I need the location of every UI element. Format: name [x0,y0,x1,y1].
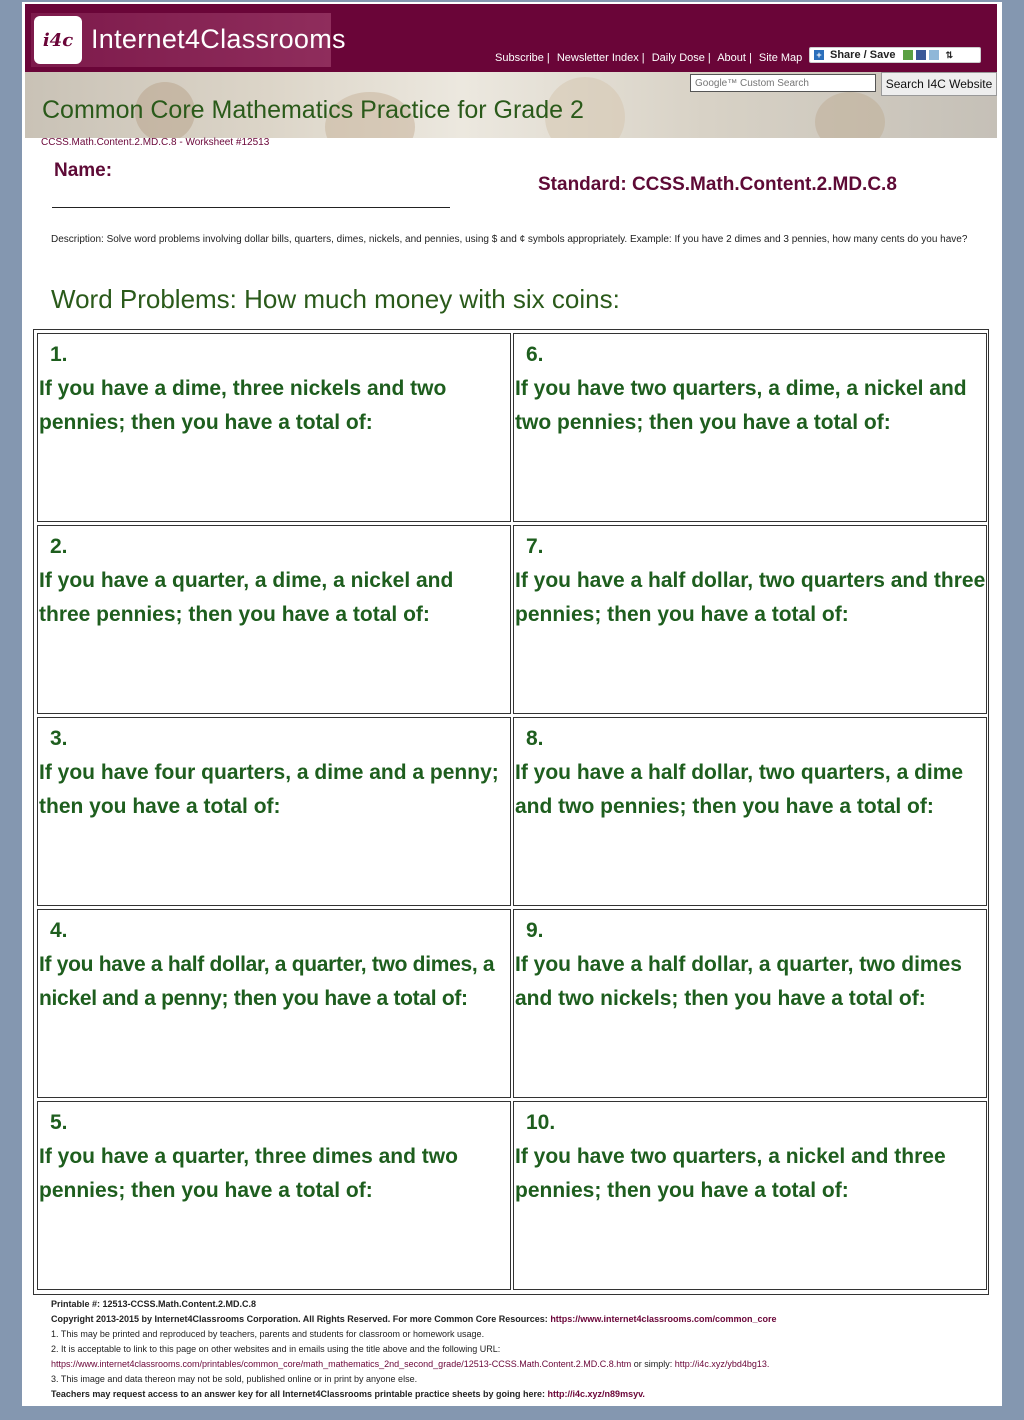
site-header [25,4,997,72]
problem-cell [513,525,987,714]
worksheet-page [22,2,1002,1406]
problem-cell [37,525,511,714]
share-save-button[interactable] [809,47,981,63]
worksheet-id: CCSS.Math.Content.2.MD.C.8 - Worksheet #12513 [41,137,270,148]
answer-key-note [51,1387,991,1402]
problem-number: 2. [50,535,68,558]
nav-about[interactable]: About [717,52,746,64]
problem-text: If you have a half dollar, a quarter, two dimes and two nickels; then you have a total of: [515,953,962,1010]
nav-separator: | [707,52,711,64]
footer-note-3: 3. This image and data thereon may not be sold, published online or in print by anyone else. [51,1374,418,1384]
problem-number: 5. [50,1111,68,1134]
worksheet-url-link[interactable]: https://www.internet4classrooms.com/printables/common_core/math_mathematics_2nd_second_grade/12513-CCSS.Math.Content.2.MD.C.8.htm [51,1359,632,1369]
problem-cell [513,909,987,1098]
nav-daily-dose[interactable]: Daily Dose [651,52,705,64]
problem-text: If you have a half dollar, two quarters and three pennies; then you have a total of: [515,569,986,626]
search-input[interactable] [690,74,876,92]
problem-cell [37,333,511,522]
problems-grid [33,329,989,1295]
short-url-link[interactable]: http://i4c.xyz/ybd4bg13. [674,1359,770,1369]
url-or-text: or simply: [631,1359,675,1369]
nav-separator: | [546,52,550,64]
problem-text: If you have a quarter, a dime, a nickel and three pennies; then you have a total of: [39,569,454,626]
search-button[interactable]: Search I4C Website [881,72,997,96]
copyright-text: Copyright 2013-2015 by Internet4Classrooms Corporation. All Rights Reserved. For more Common Core Resources: [51,1314,548,1324]
updown-arrow-icon: ⇅ [945,49,953,60]
footer [51,1297,991,1402]
problem-number: 1. [50,343,68,366]
footer-url-line [51,1357,991,1372]
nav-separator: | [641,52,645,64]
top-nav [495,52,802,64]
problem-cell [513,1101,987,1290]
share-icon [903,50,913,60]
problem-text: If you have a quarter, three dimes and two pennies; then you have a total of: [39,1145,458,1202]
site-logo[interactable] [31,13,346,67]
standard-label: Standard: CCSS.Math.Content.2.MD.C.8 [538,174,897,195]
banner [25,72,997,138]
problem-text: If you have a dime, three nickels and two pennies; then you have a total of: [39,377,447,434]
problem-text: If you have a half dollar, two quarters, a dime and two pennies; then you have a total of: [515,761,964,818]
problem-text: If you have a half dollar, a quarter, two dimes, a nickel and a penny; then you have a total of: [39,953,495,1010]
name-line [52,207,450,208]
problem-cell [37,717,511,906]
nav-site-map[interactable]: Site Map [758,52,803,64]
logo-badge-icon [34,16,82,64]
problem-cell [37,909,511,1098]
problem-number: 3. [50,727,68,750]
problem-number: 4. [50,919,68,942]
twitter-icon [929,50,939,60]
description: Description: Solve word problems involving dollar bills, quarters, dimes, nickels, and pennies, using $ and ¢ symbols appropriately. Example: If you have 2 dimes and 3 pennies, how many cents do you have? [51,234,968,245]
problem-text: If you have two quarters, a dime, a nickel and two pennies; then you have a total of: [515,377,967,434]
problem-cell [513,333,987,522]
problem-cell [37,1101,511,1290]
printable-number: Printable #: 12513-CCSS.Math.Content.2.MD.C.8 [51,1299,257,1309]
nav-separator: | [748,52,752,64]
problem-number: 10. [526,1111,556,1134]
problem-cell [513,717,987,906]
problem-number: 7. [526,535,544,558]
name-label: Name: [54,160,113,181]
common-core-link[interactable]: https://www.internet4classrooms.com/common_core [550,1314,777,1324]
section-title: Word Problems: How much money with six coins: [51,284,620,314]
nav-newsletter-index[interactable]: Newsletter Index [556,52,639,64]
problem-number: 9. [526,919,544,942]
copyright [51,1312,991,1327]
problem-text: If you have four quarters, a dime and a penny; then you have a total of: [39,761,499,818]
footer-note-1: 1. This may be printed and reproduced by teachers, parents and students for classroom or homework usage. [51,1329,485,1339]
problem-text: If you have two quarters, a nickel and three pennies; then you have a total of: [515,1145,946,1202]
problem-number: 8. [526,727,544,750]
share-label: Share / Save [830,49,896,61]
banner-photo-shape [815,92,885,138]
answer-key-link[interactable]: http://i4c.xyz/n89msyv. [547,1389,645,1399]
facebook-icon [916,50,926,60]
logo-badge-text: i4c [42,29,74,51]
page-title: Common Core Mathematics Practice for Grade 2 [42,96,584,124]
answer-key-text: Teachers may request access to an answer key for all Internet4Classrooms printable practice sheets by going here: [51,1389,546,1399]
nav-subscribe[interactable]: Subscribe [495,52,544,64]
footer-note-2: 2. It is acceptable to link to this page on other websites and in emails using the title above and the following URL: [51,1344,501,1354]
problem-number: 6. [526,343,544,366]
logo-text: Internet4Classrooms [91,24,346,54]
plus-icon: + [814,50,824,60]
